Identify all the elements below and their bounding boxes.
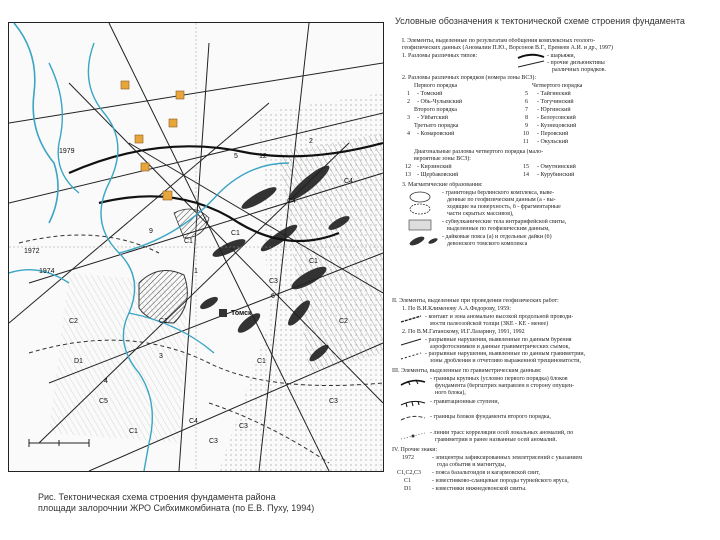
legend-sec4-d-code: D1 bbox=[404, 486, 412, 492]
label-1974: 1974 bbox=[39, 268, 55, 275]
legend-mag-a2: денные по геофизическим данным (а - вы- bbox=[447, 197, 556, 203]
legend-sec3-heading: III. Элементы, выделенные по гравиметрическим данным: bbox=[392, 368, 542, 374]
label-tomsk: Томск bbox=[231, 310, 252, 317]
legend-sec4-a2: года события и магнитуды, bbox=[437, 462, 506, 468]
legend-sec4-a: - эпицентры зафиксированных землетрясений с указанием bbox=[432, 455, 582, 461]
label-5: 5 bbox=[234, 153, 238, 160]
dike-icon bbox=[407, 234, 441, 248]
label-c1-c: С1 bbox=[159, 318, 168, 325]
legend-mag-b2: выделенные по геофизическим данным, bbox=[447, 226, 550, 232]
label-c4-b: С4 bbox=[189, 418, 198, 425]
fault-5-num: 5 bbox=[525, 91, 528, 97]
label-c2-a: С2 bbox=[339, 318, 348, 325]
fault-4-label: - Комаровский bbox=[417, 131, 455, 137]
legend-sec2-2-d: зоны дробления и отчетливо выраженной трещиноватости, bbox=[430, 358, 582, 364]
fault-8-num: 8 bbox=[525, 115, 528, 121]
tectonic-map[interactable] bbox=[9, 23, 383, 471]
legend-sec4-b-code: С1,С2,С3 bbox=[397, 470, 422, 476]
label-d1: D1 bbox=[74, 358, 83, 365]
fault-11-num: 11 bbox=[523, 139, 529, 145]
fault-7-label: - Юргинский bbox=[537, 107, 571, 113]
fault-8-label: - Белоусовский bbox=[537, 115, 576, 121]
fault-15-num: 15 bbox=[523, 164, 529, 170]
legend-diagonal-heading-2: вероятные зоны ВСЗ): bbox=[414, 156, 471, 162]
label-c3-a: С3 bbox=[269, 278, 278, 285]
label-1979: 1979 bbox=[59, 148, 75, 155]
scale-bar bbox=[29, 439, 89, 447]
legend-sec4-c: - известняково-сланцевые породы турнейского яруса, bbox=[432, 478, 569, 484]
fault-5-label: - Тайгинский bbox=[537, 91, 571, 97]
fault-14-label: - Курубинский bbox=[537, 172, 575, 178]
legend-diagonal-heading: Диагональные разломы четвертого порядка (мало- bbox=[414, 149, 544, 155]
anomaly-axis-icon bbox=[400, 430, 426, 442]
fault-11-label: - Окульский bbox=[537, 139, 569, 145]
legend-sec2-2-c: - разрывные нарушения, выявленные по данным гравиметрии, bbox=[425, 351, 586, 357]
legend-order-2: Второго порядка bbox=[414, 107, 457, 113]
label-c3t: С3 bbox=[239, 423, 248, 430]
legend-sec1-heading: I. Элементы, выделенные по результатам обобщения комплексных геолого- bbox=[402, 38, 596, 44]
legend-sec2-1: 1. По В.И.Клименову А.А.Федорову, 1959: bbox=[402, 306, 511, 312]
fault-7-num: 7 bbox=[525, 107, 528, 113]
label-c2s: С2 bbox=[69, 318, 78, 325]
label-4: 4 bbox=[104, 378, 108, 385]
fault-6-num: 6 bbox=[525, 99, 528, 105]
map-caption bbox=[38, 492, 383, 514]
block-boundary-icon bbox=[400, 376, 426, 388]
tomsk-marker bbox=[219, 309, 227, 317]
label-c1-a: С1 bbox=[231, 230, 240, 237]
legend-mag-c: - дайковые пояса (а) и отдельные дайки (б) bbox=[442, 234, 552, 240]
legend-sec3-d: - линии трасс корреляции осей локальных аномалий, по bbox=[430, 430, 574, 436]
fault-line-icon bbox=[517, 60, 545, 68]
fault-13-label: - Щербаковский bbox=[417, 172, 459, 178]
legend-sec4-a-code: 1972 bbox=[402, 455, 414, 461]
label-c1-d: С1 bbox=[309, 258, 318, 265]
fault-12-label: - Кирзинский bbox=[417, 164, 452, 170]
legend-sec3-a3: ного блока), bbox=[435, 390, 466, 396]
label-9: 9 bbox=[149, 228, 153, 235]
legend-sec1-1-c: различных порядков. bbox=[552, 67, 606, 73]
legend-mag-a4: части скрытых массивов), bbox=[447, 211, 514, 217]
legend-sec2-2-b: аэрофотоснимков и данные гравиметрических съемок, bbox=[430, 344, 570, 350]
legend-sec4-c-code: С1 bbox=[404, 478, 412, 484]
legend-sec1-2: 2. Разломы различных порядков (номера зоны ВСЗ): bbox=[402, 75, 537, 81]
legend-title: Условные обозначения к тектонической схеме строения фундамента bbox=[395, 16, 685, 26]
legend-mag-c2: девонского томского комплекса bbox=[447, 241, 528, 247]
fault-10-label: - Перовский bbox=[537, 131, 569, 137]
legend-sec3-c: - границы блоков фундамента второго порядка, bbox=[430, 414, 551, 420]
fracture-icon bbox=[400, 337, 422, 347]
map-frame[interactable] bbox=[8, 22, 384, 472]
thrust-line-icon bbox=[517, 52, 545, 60]
label-c3-c: С3 bbox=[329, 398, 338, 405]
fault-2-num: 2 bbox=[407, 99, 410, 105]
legend-sec1-heading-2: геофизических данных (Аномалии П.Ю., Ворсонов В.Г., Еремеев А.И. и др., 1997) bbox=[402, 45, 614, 51]
legend-mag-b: - субвулканические тела интрарифейской свиты, bbox=[442, 219, 567, 225]
granite-massif-2 bbox=[174, 209, 209, 238]
fault-1-num: 1 bbox=[407, 91, 410, 97]
label-6: 6 bbox=[271, 293, 275, 300]
fault-14-num: 14 bbox=[523, 172, 529, 178]
label-c5-a: С5 bbox=[99, 398, 108, 405]
caption-line-2: площади залорочнии ЖРО Сибхимкомбината (по Е.В. Пуху, 1994) bbox=[38, 503, 315, 513]
legend-sec4-d: - известняки нижнедевонской свиты. bbox=[432, 486, 527, 492]
gravity-fracture-icon bbox=[400, 351, 422, 361]
label-1: 1 bbox=[194, 268, 198, 275]
label-1972: 1972 bbox=[24, 248, 40, 255]
legend-sec4-heading: IV. Прочие знаки: bbox=[392, 447, 438, 453]
legend-panel bbox=[392, 38, 692, 533]
legend-order-3: Третьего порядка bbox=[414, 123, 459, 129]
fault-12-num: 12 bbox=[405, 164, 411, 170]
second-order-boundary-icon bbox=[400, 413, 426, 423]
subvolcanic-icon bbox=[407, 218, 435, 232]
label-2: 2 bbox=[309, 138, 313, 145]
epicenter-markers bbox=[121, 81, 184, 200]
legend-sec3-d2: гравиметрии в ранее названные осей аномалий. bbox=[435, 437, 557, 443]
fault-4-num: 4 bbox=[407, 131, 410, 137]
fault-3-num: 3 bbox=[407, 115, 410, 121]
legend-sec1-3: 3. Магматические образования: bbox=[402, 182, 483, 188]
legend-sec2-heading: II. Элементы, выделенные при проведении геофизических работ: bbox=[392, 298, 559, 304]
fault-9-num: 9 bbox=[525, 123, 528, 129]
legend-order-4: Четвертого порядка bbox=[532, 83, 583, 89]
granitoid-icon bbox=[407, 190, 435, 216]
legend-sec1-1-b: - прочие дизъюнктивы bbox=[547, 60, 605, 66]
fault-3-label: - Уйбатский bbox=[417, 115, 448, 121]
granite-massif bbox=[139, 271, 187, 324]
label-3: 3 bbox=[159, 353, 163, 360]
fault-13-num: 13 bbox=[405, 172, 411, 178]
fault-1-label: - Томский bbox=[417, 91, 443, 97]
legend-sec3-a: - границы крупных (условно первого порядка) блоков bbox=[430, 376, 568, 382]
label-c4s: С4 bbox=[344, 178, 353, 185]
label-12: 12 bbox=[259, 153, 267, 160]
legend-sec3-a2: фундамента (бергштрих направлен в сторону опущен- bbox=[435, 383, 575, 389]
legend-order-1: Первого порядка bbox=[414, 83, 458, 89]
fault-10-num: 10 bbox=[523, 131, 529, 137]
legend-mag-a3: ходящие на поверхность, б - фрагментарные bbox=[447, 204, 561, 210]
label-c1t: С1 bbox=[129, 428, 138, 435]
fault-15-label: - Омутнинский bbox=[537, 164, 576, 170]
fault-6-label: - Тогучинский bbox=[537, 99, 574, 105]
legend-sec2-2-a: - разрывные нарушения, выявленные по данным бурения bbox=[425, 337, 572, 343]
conductivity-icon bbox=[400, 314, 422, 324]
legend-sec3-b: - гравитационные ступени, bbox=[430, 399, 500, 405]
label-c1s: С1 bbox=[184, 238, 193, 245]
fault-9-label: - Кузнецовский bbox=[537, 123, 577, 129]
legend-sec2-1-b: мости палеозойской толщи (ЗКЕ - КЕ - менее) bbox=[430, 321, 549, 327]
legend-sec2-1-a: - контакт и зона аномально высокой продольной проводи- bbox=[425, 314, 574, 320]
label-c4-a: С4 bbox=[287, 198, 296, 205]
legend-sec1-1: 1. Разломы различных типов: bbox=[402, 53, 478, 59]
gravity-step-icon bbox=[400, 398, 426, 408]
caption-line-1: Рис. Тектоническая схема строения фундамента района bbox=[38, 492, 276, 502]
legend-sec4-b: - пояса базальтоидов и кагармовской свит, bbox=[432, 470, 540, 476]
label-c3-b: С3 bbox=[209, 438, 218, 445]
label-c1-b: С1 bbox=[257, 358, 266, 365]
legend-mag-a: - гранитоиды берлинского комплекса, выве- bbox=[442, 190, 555, 196]
fault-2-label: - Обь-Чулымский bbox=[417, 99, 463, 105]
legend-sec2-2: 2. По В.М.Гатанскому, И.Г.Лазарину, 1991, 1992 bbox=[402, 329, 525, 335]
legend-sec1-1-a: - шарьяжи, bbox=[547, 53, 576, 59]
